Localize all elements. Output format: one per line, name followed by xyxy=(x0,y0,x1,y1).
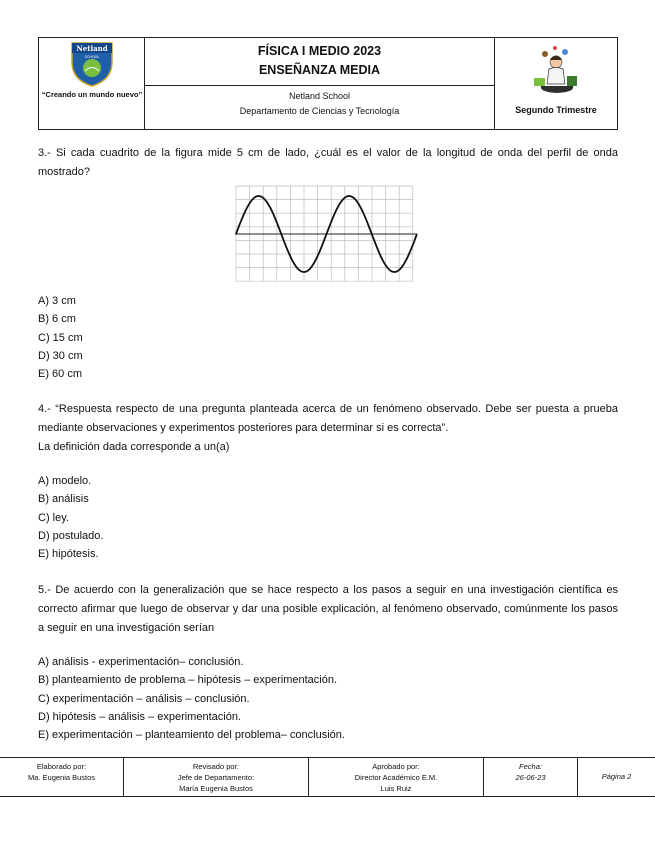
question-4-options xyxy=(38,472,103,563)
footer-revisado xyxy=(124,758,309,796)
page-number: Página 2 xyxy=(601,772,632,781)
aprobado-name: Luis Ruiz xyxy=(380,784,412,793)
option-a[interactable]: A) análisis - experimentación– conclusión. xyxy=(38,656,244,668)
level-title: ENSEÑANZA MEDIA xyxy=(258,63,381,77)
option-e[interactable]: E) 60 cm xyxy=(38,368,83,381)
fecha-value: 26-06-23 xyxy=(515,773,546,782)
question-3-options xyxy=(38,292,83,383)
footer-elaborado xyxy=(0,758,124,796)
fecha-label: Fecha: xyxy=(519,762,542,771)
question-3-text: 3.- Si cada cuadrito de la figura mide 5 cm de lado, ¿cuál es el valor de la longitud de onda del perfil de onda mostrado? xyxy=(38,147,618,178)
footer-fecha xyxy=(484,758,578,796)
header-term-cell xyxy=(495,38,617,129)
logo-text: Netland xyxy=(76,44,108,53)
course-title: FÍSICA I MEDIO 2023 xyxy=(257,44,382,58)
option-d[interactable]: D) hipótesis – análisis – experimentación. xyxy=(38,710,241,723)
revisado-role: Jefe de Departamento: xyxy=(177,773,255,782)
option-e[interactable]: E) experimentación – planteamiento del problema– conclusión. xyxy=(38,729,345,742)
elaborado-name: Ma. Eugenia Bustos xyxy=(27,773,96,782)
question-5-options xyxy=(38,653,345,744)
question-4-prompt: La definición dada corresponde a un(a) xyxy=(38,441,230,453)
revisado-name: María Eugenia Bustos xyxy=(179,784,253,793)
document-footer xyxy=(0,757,655,797)
department-name: Departamento de Ciencias y Tecnología xyxy=(239,106,400,116)
footer-page xyxy=(578,758,655,796)
option-c[interactable]: C) experimentación – análisis – conclusión. xyxy=(38,692,250,705)
school-logo-icon xyxy=(39,38,145,90)
school-name: Netland School xyxy=(288,91,351,101)
option-b[interactable]: B) 6 cm xyxy=(38,313,76,326)
logo-subtext: SCHOOL xyxy=(84,55,100,59)
option-d[interactable]: D) 30 cm xyxy=(38,349,83,362)
option-c[interactable]: C) 15 cm xyxy=(38,331,83,344)
header-logo-cell xyxy=(39,38,145,129)
revisado-label: Revisado por: xyxy=(192,762,240,771)
option-a[interactable]: A) modelo. xyxy=(38,475,92,487)
option-a[interactable]: A) 3 cm xyxy=(38,295,76,307)
option-b[interactable]: B) planteamiento de problema – hipótesis – experimentación. xyxy=(38,674,338,687)
question-4-text: 4.- “Respuesta respecto de una pregunta planteada acerca de un fenómeno observado. Debe ser puesta a prueba mediante observaciones y experimentos posteriores para determinar si es correcta”. xyxy=(38,403,618,434)
question-5-text: 5.- De acuerdo con la generalización que se hace respecto a los pasos a seguir en una investigación científica es correcto afirmar que luego de observar y dar una posible explicación, al fenómeno observado, comúnmente los pasos a seguir en una investigación serían xyxy=(38,584,618,634)
term-label: Segundo Trimestre xyxy=(515,105,597,115)
scientist-illustration-icon xyxy=(495,38,617,100)
header-title-cell xyxy=(145,38,495,129)
option-b[interactable]: B) análisis xyxy=(38,493,89,506)
elaborado-label: Elaborado por: xyxy=(36,762,87,771)
aprobado-label: Aprobado por: xyxy=(372,762,420,771)
option-c[interactable]: C) ley. xyxy=(38,511,69,524)
option-d[interactable]: D) postulado. xyxy=(38,529,104,542)
document-header xyxy=(38,37,618,130)
wave-figure xyxy=(235,181,419,285)
option-e[interactable]: E) hipótesis. xyxy=(38,548,99,561)
school-motto: “Creando un mundo nuevo” xyxy=(41,90,143,99)
aprobado-role: Director Académico E.M. xyxy=(354,773,438,782)
footer-aprobado xyxy=(309,758,484,796)
